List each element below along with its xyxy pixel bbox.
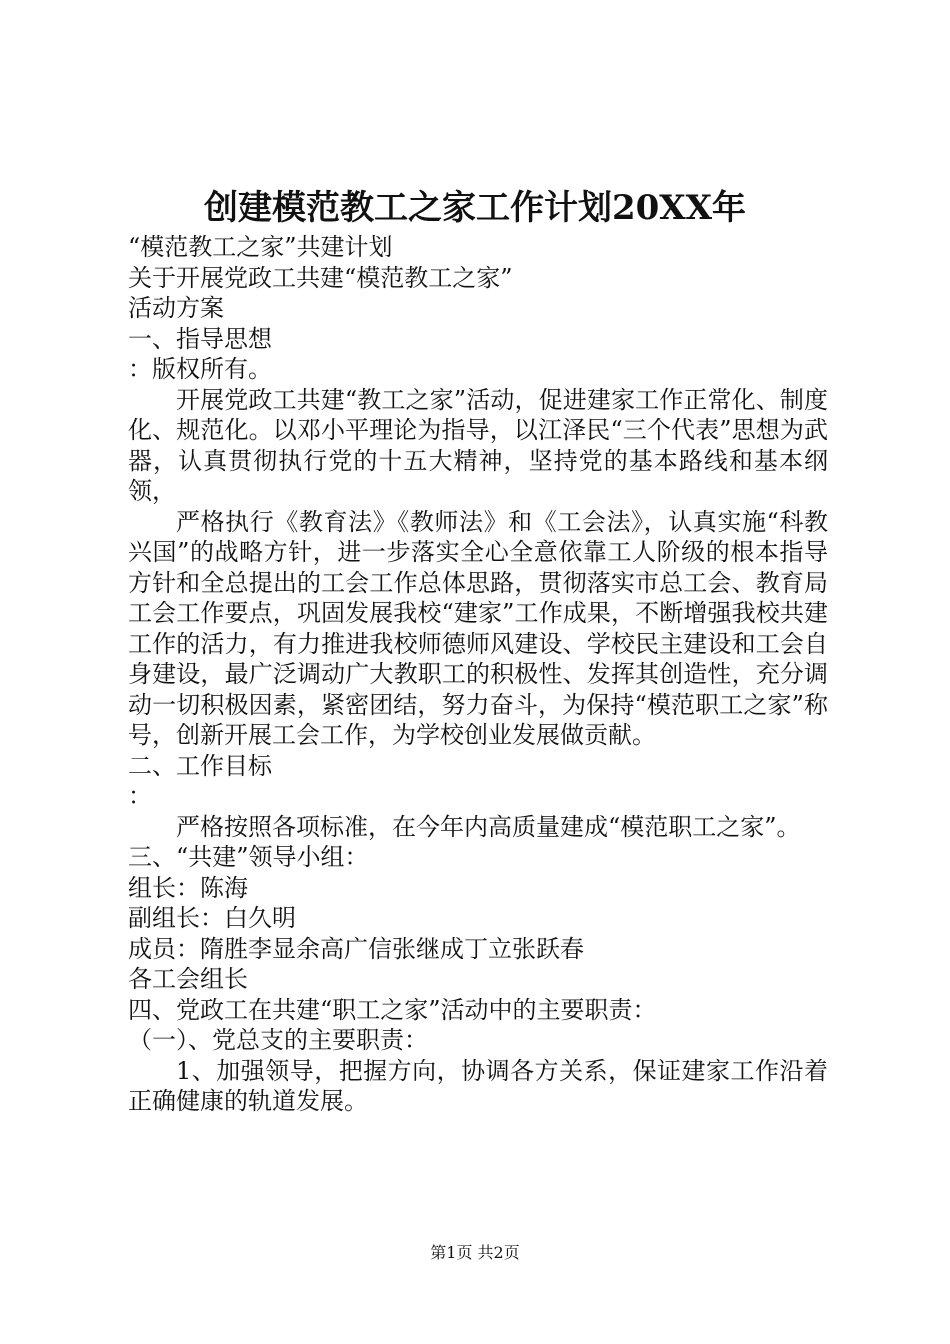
copyright-line: ：版权所有。 [128, 355, 272, 383]
subtitle-line: 活动方案 [128, 294, 224, 322]
union-heads-line: 各工会组长 [128, 965, 248, 993]
subtitle-line: 关于开展党政工共建“模范教工之家” [128, 263, 513, 292]
colon-line: ： [128, 782, 152, 810]
document-body [128, 232, 828, 1117]
paragraph-3: 严格按照各项标准，在今年内高质量建成“模范职工之家”。 [176, 812, 801, 841]
subsection-heading-1: （一）、党总支的主要职责： [128, 1026, 428, 1054]
paragraph-2: 严格执行《教育法》《教师法》和《工会法》，认真实施“科教兴国”的战略方针，进一步落实全心全意依靠工人阶级的根本指导方针和全总提出的工会工作总体思路，贯彻落实市总工会、教育局工会工作要点，巩固发展我校“建家”工作成果，不断增强我校共建工作的活力，有力推进我校师德师风建设、学校民主建设和工会自身建设，最广泛调动广大教职工的积极性、发挥其创造性，充分调动一切积极因素，紧密团结，努力奋斗，为保持“模范职工之家”称号，创新开展工会工作，为学校创业发展做贡献。 [128, 507, 828, 749]
subtitle-line: “模范教工之家”共建计划 [128, 233, 393, 261]
page-footer: 第1页 共2页 [430, 1243, 520, 1262]
paragraph-4: 1、加强领导，把握方向，协调各方关系，保证建家工作沿着正确健康的轨道发展。 [128, 1056, 828, 1115]
vice-leader-line: 副组长：白久明 [128, 904, 296, 932]
document-title: 创建模范教工之家工作计划20XX年 [203, 188, 747, 228]
section-heading-3: 三、“共建”领导小组： [128, 843, 369, 871]
members-line: 成员：隋胜李显余高广信张继成丁立张跃春 [128, 934, 584, 963]
leader-line: 组长：陈海 [128, 873, 248, 902]
section-heading-2: 二、工作目标 [128, 751, 272, 780]
paragraph-1: 开展党政工共建“教工之家”活动，促进建家工作正常化、制度化、规范化。以邓小平理论为指导，以江泽民“三个代表”思想为武器，认真贯彻执行党的十五大精神，坚持党的基本路线和基本纲领， [128, 385, 828, 505]
section-heading-4: 四、党政工在共建“职工之家”活动中的主要职责： [128, 995, 657, 1024]
section-heading-1: 一、指导思想 [128, 324, 272, 353]
